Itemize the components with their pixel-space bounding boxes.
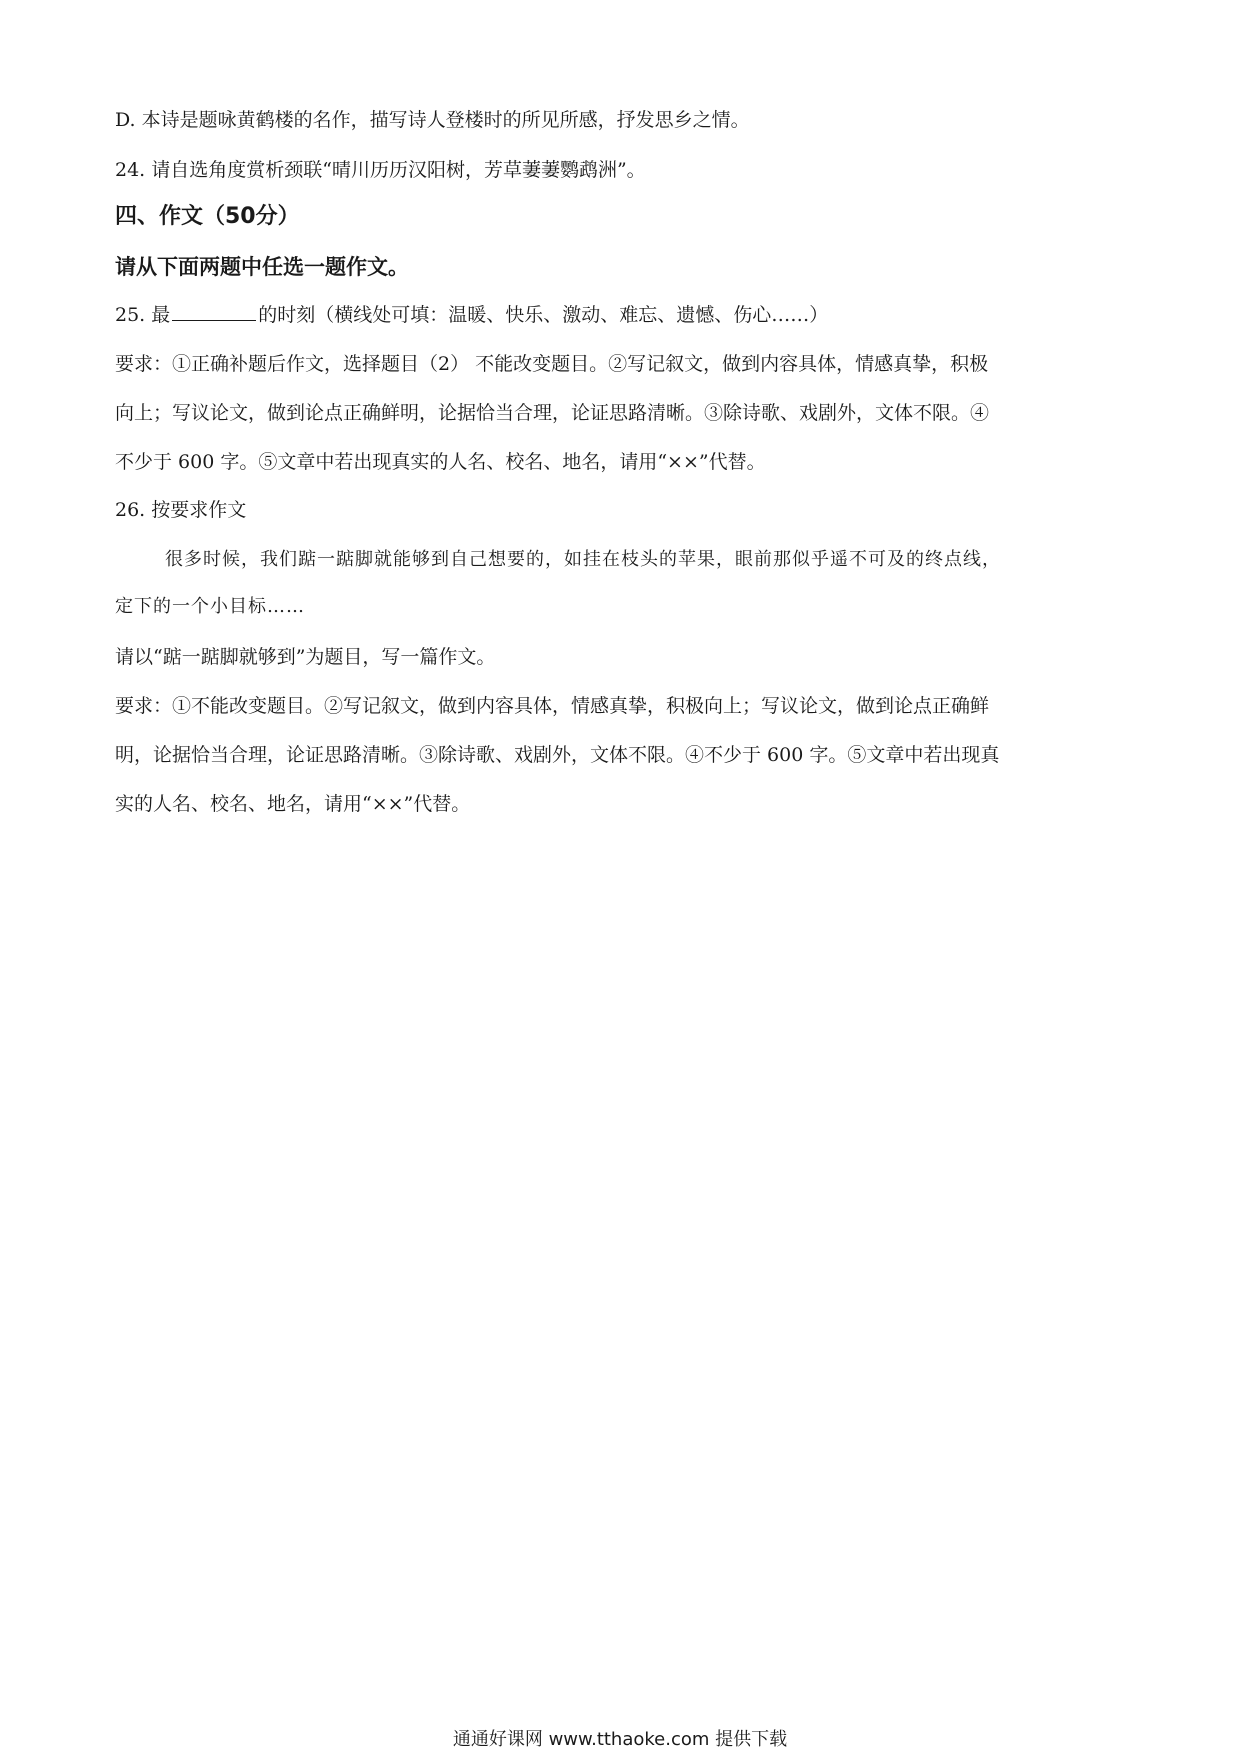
q26-material-line-2: 定下的一个小目标……	[115, 596, 305, 617]
q25-requirement-line-1: 要求：①正确补题后作文，选择题目（2） 不能改变题目。②写记叙文，做到内容具体，情感真挚，积极	[115, 353, 989, 375]
section-4-heading: 四、作文（50分）	[115, 204, 300, 229]
q25-requirement-line-2: 向上；写议论文，做到论点正确鲜明，论据恰当合理，论证思路清晰。③除诗歌、戏剧外，文体不限。④	[115, 402, 990, 424]
q26-requirement-line-1: 要求：①不能改变题目。②写记叙文，做到内容具体，情感真挚，积极向上；写议论文，做到论点正确鲜	[115, 695, 990, 717]
q26-requirement-line-2: 明，论据恰当合理，论证思路清晰。③除诗歌、戏剧外，文体不限。④不少于 600 字。⑤文章中若出现真	[115, 744, 1000, 766]
question-25	[115, 302, 1135, 327]
page-footer: 通通好课网 www.tthaoke.com 提供下载	[452, 1729, 788, 1750]
question-25-prefix: 25. 最	[115, 304, 171, 326]
q25-requirement-line-3: 不少于 600 字。⑤文章中若出现真实的人名、校名、地名，请用“××”代替。	[115, 451, 766, 473]
option-d-text: D. 本诗是题咏黄鹤楼的名作，描写诗人登楼时的所见所感，抒发思乡之情。	[115, 109, 750, 131]
fill-in-blank	[172, 302, 256, 321]
q26-material-line-1: 很多时候，我们踮一踮脚就能够到自己想要的，如挂在枝头的苹果，眼前那似乎遥不可及的终点线，	[165, 549, 1001, 570]
q26-title-instruction: 请以“踮一踮脚就够到”为题目，写一篇作文。	[115, 646, 496, 668]
question-25-suffix: 的时刻（横线处可填：温暖、快乐、激动、难忘、遗憾、伤心……）	[258, 304, 829, 326]
question-24: 24. 请自选角度赏析颈联“晴川历历汉阳树，芳草萋萋鹦鹉洲”。	[115, 159, 646, 181]
choose-instruction: 请从下面两题中任选一题作文。	[115, 255, 409, 279]
q26-requirement-line-3: 实的人名、校名、地名，请用“××”代替。	[115, 793, 471, 815]
question-26: 26. 按要求作文	[115, 499, 247, 521]
